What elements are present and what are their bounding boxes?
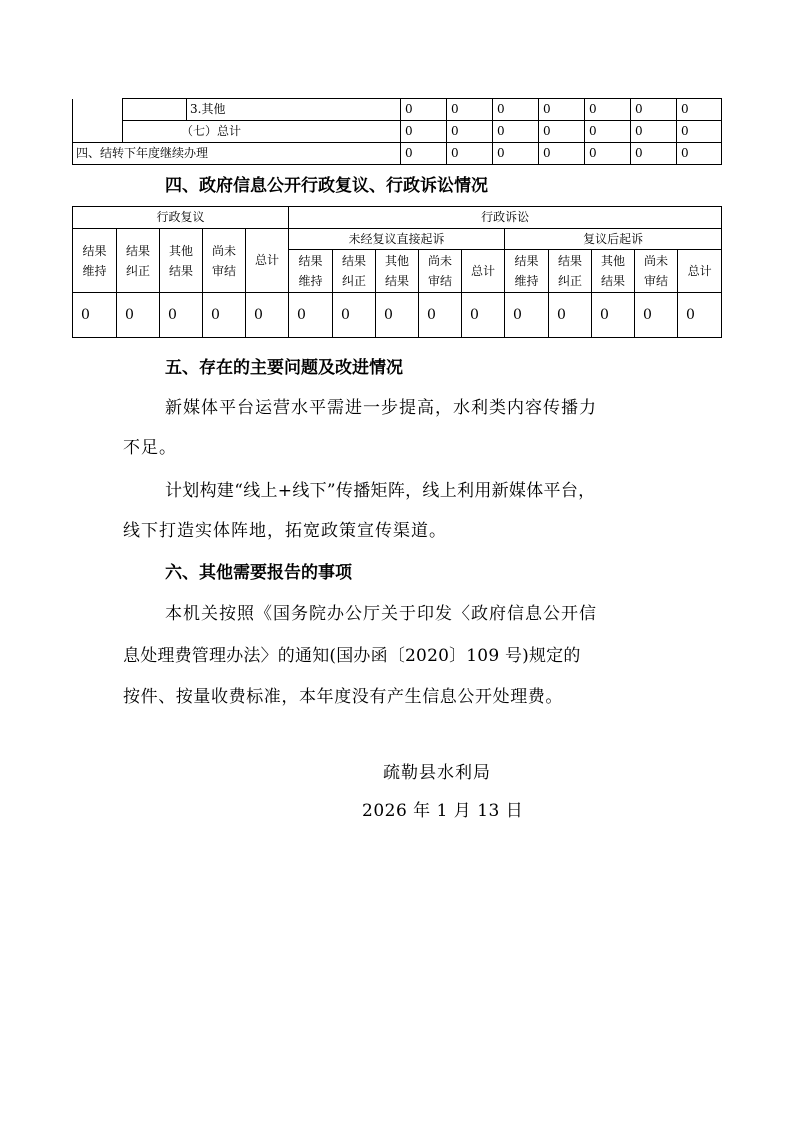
table-row: 3.其他 0 0 0 0 0 0 0 [73, 99, 722, 121]
paragraph: 息处理费管理办法〉的通知(国办函〔2020〕109 号)规定的 [123, 646, 581, 666]
table-row: 结果 维持 结果 纠正 其他 结果 尚未 审结 总计 结果 维持 结果 纠正 其他 结果 尚未 审结 总计 [73, 250, 722, 293]
paragraph: 按件、按量收费标准，本年度没有产生信息公开处理费。 [123, 687, 563, 707]
table-row [73, 207, 722, 229]
table-row: 四、结转下年度继续办理 0 0 0 0 0 0 0 [73, 143, 722, 165]
row-label: 3.其他 [187, 99, 401, 121]
table-row: 0 0 0 0 0 0 0 0 0 0 0 0 0 0 0 [73, 293, 722, 338]
application-stats-table-tail [72, 98, 722, 165]
signature-date: 2026 年 1 月 13 日 [362, 801, 524, 821]
litigation-header: 行政诉讼 [289, 207, 722, 229]
paragraph: 线下打造实体阵地，拓宽政策宣传渠道。 [123, 521, 447, 541]
paragraph: 本机关按照《国务院办公厅关于印发〈政府信息公开信 [165, 604, 597, 624]
table-row: （七）总计 0 0 0 0 0 0 0 [73, 121, 722, 143]
row-label: 四、结转下年度继续办理 [73, 143, 401, 165]
table-row: 结果 维持 结果 纠正 其他 结果 尚未 审结 总计 未经复议直接起诉 复议后起诉 [73, 229, 722, 250]
review-litigation-table [72, 206, 722, 338]
signature-org: 疏勒县水利局 [383, 763, 491, 783]
paragraph: 新媒体平台运营水平需进一步提高，水利类内容传播力 [165, 398, 597, 418]
direct-litigation-header: 未经复议直接起诉 [289, 229, 505, 250]
section4-heading: 四、政府信息公开行政复议、行政诉讼情况 [165, 176, 488, 196]
paragraph: 计划构建“线上+线下”传播矩阵，线上利用新媒体平台， [165, 481, 596, 501]
review-total-header: 总计 [246, 229, 289, 293]
section5-heading: 五、存在的主要问题及改进情况 [165, 358, 403, 378]
paragraph: 不足。 [123, 438, 177, 458]
section6-heading: 六、其他需要报告的事项 [165, 563, 352, 583]
review-header: 行政复议 [73, 207, 289, 229]
row-label: （七）总计 [123, 121, 401, 143]
after-review-litigation-header: 复议后起诉 [505, 229, 722, 250]
